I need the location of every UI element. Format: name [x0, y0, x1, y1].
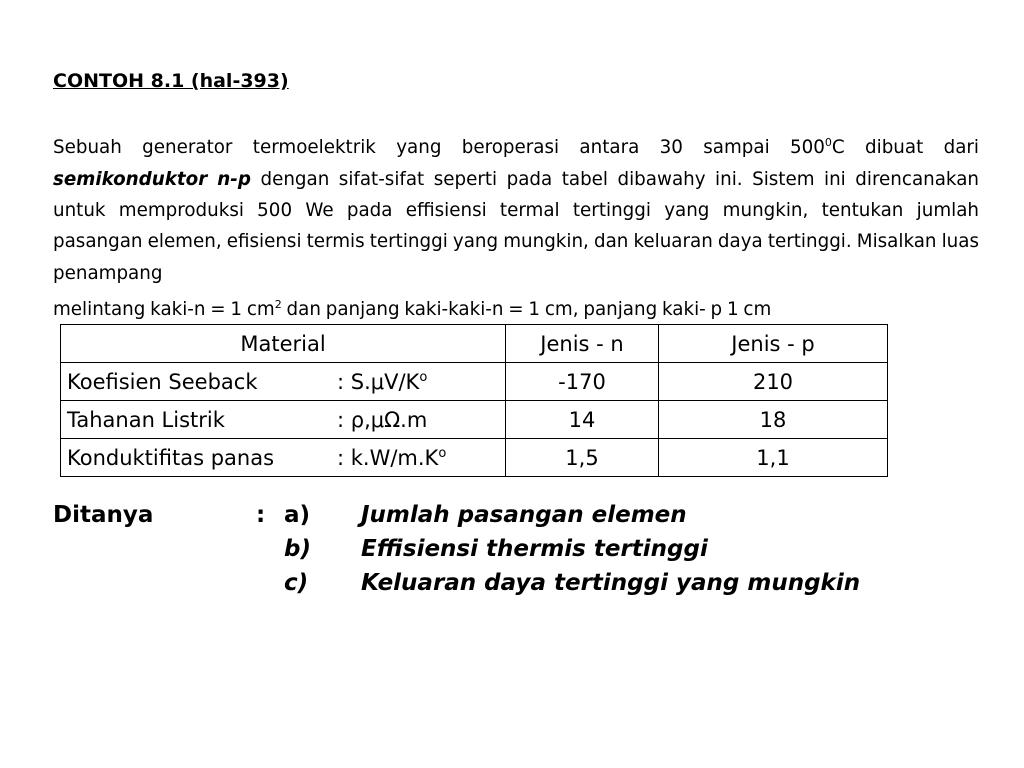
property-name: Konduktifitas panas — [67, 445, 275, 470]
header-type-n: Jenis - n — [506, 325, 659, 363]
asked-colon: : — [256, 502, 266, 528]
value-p: 210 — [659, 363, 888, 401]
value-n: -170 — [506, 363, 659, 401]
property-unit: : ρ,μΩ.m — [337, 407, 428, 432]
unit-superscript: o — [438, 445, 447, 461]
header-type-p: Jenis - p — [659, 325, 888, 363]
paragraph-text-5: dan panjang kaki-kaki-n = 1 cm, panjang kaki- p 1 cm — [281, 299, 772, 321]
table-row — [61, 363, 888, 401]
asked-label: Ditanya — [53, 502, 154, 528]
table-header-row — [61, 325, 888, 363]
unit-superscript: o — [419, 369, 428, 385]
question-text: Keluaran daya tertinggi yang mungkin — [361, 570, 861, 596]
paragraph-emphasis: semikonduktor n-p — [53, 168, 251, 190]
table-row — [61, 401, 888, 439]
degree-superscript: 0 — [824, 136, 832, 149]
material-properties-table — [60, 324, 888, 477]
question-letter: b) — [284, 536, 311, 562]
question-letter: a) — [284, 502, 311, 528]
property-unit: : k.W/m.K — [337, 445, 439, 470]
question-letter: c) — [284, 570, 309, 596]
property-unit: : S.μV/K — [337, 369, 420, 394]
property-name: Koefisien Seeback — [67, 369, 258, 394]
value-p: 18 — [659, 401, 888, 439]
value-n: 1,5 — [506, 439, 659, 477]
property-name: Tahanan Listrik — [67, 407, 225, 432]
value-n: 14 — [506, 401, 659, 439]
property-cell — [61, 439, 506, 477]
paragraph-text-3: dengan sifat-sifat seperti pada tabel dibawahy ini. Sistem ini direncanakan untuk memproduksi 500 We pada effisiensi termal tertinggi yang mungkin, tentukan jumlah pasangan elemen, efisiensi termis tertinggi yang mungkin, dan keluaran daya tertinggi. Misalkan luas penampang — [53, 168, 979, 284]
header-material: Material — [61, 325, 506, 363]
paragraph-text-1: Sebuah generator termoelektrik yang beroperasi antara 30 sampai 500 — [53, 137, 825, 159]
paragraph-text-4: melintang kaki-n = 1 cm — [53, 299, 275, 321]
paragraph-last-line — [53, 289, 979, 326]
value-p: 1,1 — [659, 439, 888, 477]
question-text: Jumlah pasangan elemen — [361, 502, 687, 528]
problem-paragraph — [53, 127, 979, 326]
table-row — [61, 439, 888, 477]
example-heading: CONTOH 8.1 (hal-393) — [53, 70, 289, 92]
property-cell — [61, 401, 506, 439]
area-superscript: 2 — [274, 298, 282, 312]
property-cell — [61, 363, 506, 401]
question-text: Effisiensi thermis tertinggi — [361, 536, 708, 562]
paragraph-text-2: C dibuat dari — [831, 137, 979, 159]
